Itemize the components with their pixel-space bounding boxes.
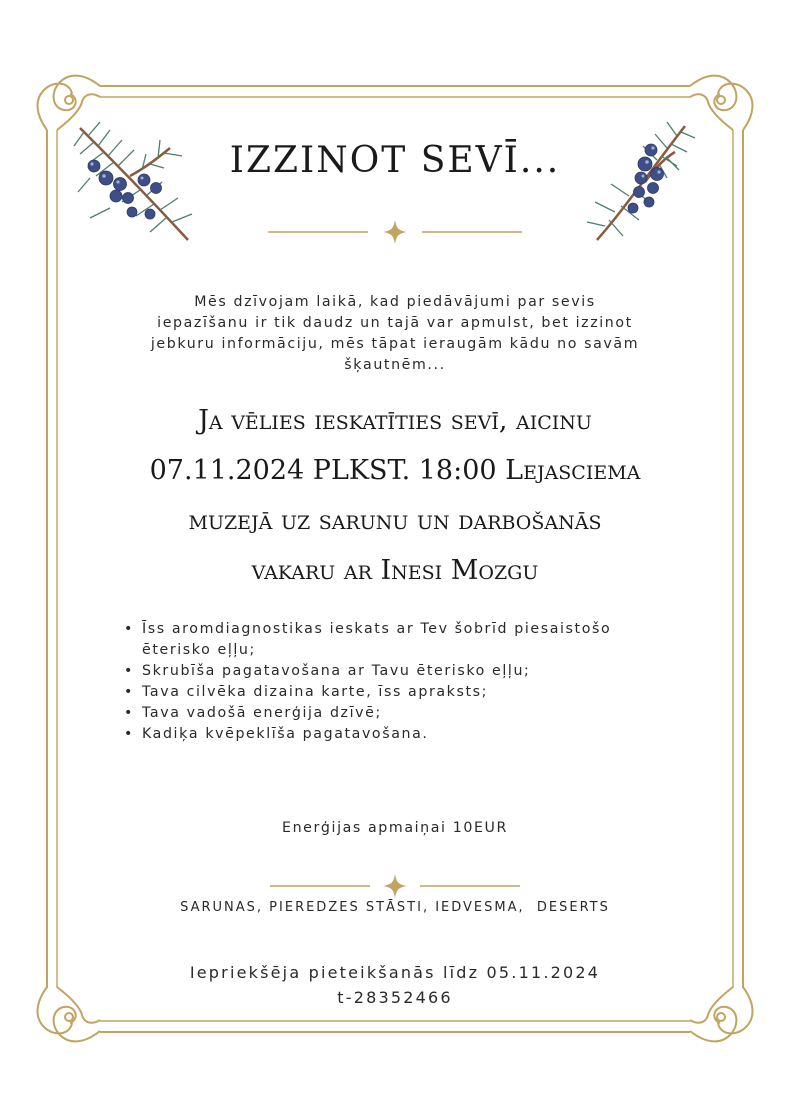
intro-paragraph: Mēs dzīvojam laikā, kad piedāvājumi par sevis iepazīšanu ir tik daudz un tajā var apmulst, bet izzinot jebkuru informāciju, mēs tāpat ieraugām kādu no savām šķautnēm... — [150, 294, 640, 373]
list-item: • Tava cilvēka dizaina karte, īss apraksts; — [122, 682, 642, 703]
juniper-sprig-icon — [585, 118, 715, 248]
ornate-corner-icon — [690, 987, 752, 1041]
signup-deadline: Iepriekšēja pieteikšanās līdz 05.11.2024 — [189, 963, 601, 982]
headline-line: vakaru ar Inesi Mozgu — [251, 555, 539, 586]
ornate-corner-icon — [38, 987, 100, 1041]
bullet-icon: • — [124, 726, 134, 742]
headline-line: Ja vēlies ieskatīties sevī, aicinu — [198, 405, 592, 436]
list-item: • Tava vadošā enerģija dzīvē; — [122, 703, 642, 724]
list-item: • Īss aromdiagnostikas ieskats ar Tev šobrīd piesaistošo ēterisko eļļu; — [124, 621, 612, 658]
list-item: • Skrubīša pagatavošana ar Tavu ēterisko eļļu; — [122, 661, 642, 682]
top-divider — [268, 218, 522, 246]
juniper-sprig-icon — [70, 118, 200, 248]
four-point-star-icon — [383, 874, 407, 898]
bottom-divider — [270, 872, 520, 900]
four-point-star-icon — [383, 220, 407, 244]
fee-text: Enerģijas apmaiņai 10EUR — [282, 820, 508, 836]
bullet-icon: • — [124, 684, 134, 700]
signup-info — [120, 960, 670, 1010]
event-tags: SARUNAS, PIEREDZES STĀSTI, IEDVESMA, DESERTS — [180, 900, 610, 915]
list-item: • Kadiķa kvēpeklīša pagatavošana. — [122, 724, 642, 745]
bullet-icon: • — [124, 663, 134, 679]
bullet-icon: • — [124, 621, 134, 637]
contact-phone: t-28352466 — [337, 988, 453, 1007]
invitation-headline — [110, 396, 680, 596]
headline-line: muzejā uz sarunu un darbošanās — [188, 505, 602, 536]
headline-line: 07.11.2024 PLKST. 18:00 Lejasciema — [149, 455, 641, 486]
program-list — [122, 619, 642, 745]
bullet-icon: • — [124, 705, 134, 721]
flyer-title: IZZINOT SEVĪ... — [229, 140, 561, 181]
